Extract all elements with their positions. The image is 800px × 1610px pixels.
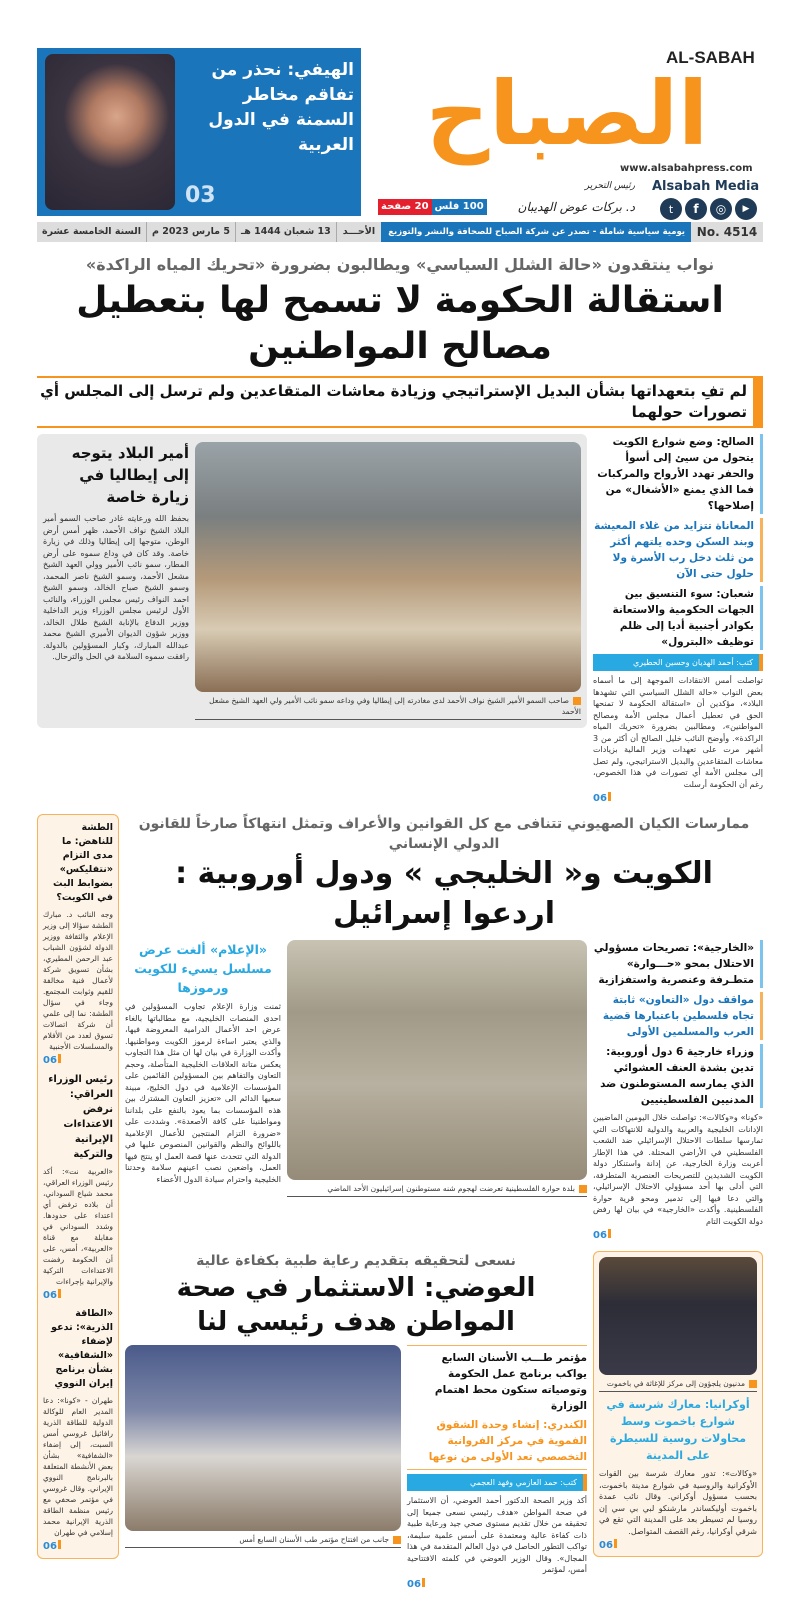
lead-banner: لم تفِ بتعهداتها بشأن البديل الإستراتيجي وزيادة معاشات المتقاعدين ولم ترسل إلى المجلس أي تصورات حولهما <box>37 376 763 428</box>
date-bar <box>37 222 763 242</box>
israel-side-heads: «الخارجية»: تصريحات مسؤولي الاحتلال بمحو «حـــوارة» متطـرفة وعنصرية واستفزازية مواقف دول «التعاون» ثابتة تجاه فلسطين باعتبارها قضية العرب والمسلمين الأولى وزراء خارجية 6 دول أوروبية: تدين بشدة العنف العشوائي الذي يمارسه المستوطنون ضد المدنيين الفلسطينيين <box>593 940 763 1108</box>
israel-caption: بلدة حوارة الفلسطينية تعرضت لهجوم شنه مستوطنون إسرائيليون الأحد الماضي <box>287 1180 587 1197</box>
media-column <box>125 940 281 1185</box>
lead-body: تواصلت أمس الانتقادات الموجهة إلى ما أسماه بعض النواب «حالة الشلل السياسي التي تشهدها البلاد»، مؤكدين أن «استقالة الحكومة لا تمنحها الحق في تعطيل أعمال مجلس الأمة ومصالح المواطنين»، ومطالبين بضرورة «تحريك المياه الراكدة». وأوضح النائب خليل الصالح أن أكثر من 3 أشهر مرت على تعهدات وزير المالية بزيادات معاشات المتقاعدين والبديل الاستراتيجي، ولم تصل إلى مجلس الأمة أي تصورات في هذا الخصوص، رغم أن الحكومة أرسلت <box>593 676 763 789</box>
issue-number: No. 4514 <box>696 225 758 239</box>
health-side-heads: مؤتمر طـــب الأسنان السابع يواكب برنامج عمل الحكومة وتوصياته ستكون محط اهتمام الوزارة الكندري: إنشاء وحدة الشقوق الفموية في مركز الفروانية التخصصي تعد الأولى من نوعها <box>407 1345 587 1470</box>
israel-headline[interactable]: الكويت و« الخليجي » ودول أوروبية : اردعوا إسرائيل <box>175 856 713 931</box>
lead-page-ref[interactable]: 06 <box>593 792 763 804</box>
media-body: ثمنت وزارة الإعلام تجاوب المسؤولين في احدى المنصات الخليجية، مع مطالباتها بالغاء عرض احد الأعمال الدرامية المعروضة فيها، والذي يعتبر اساءة لرموز الكويت ومواطنيها. وأكدت الوزارة في بيان لها ان مثل هذا التجاوب يعكس متانة العلاقات الخليجية المتأصلة، وحجم التعاون والتفاهم بين المسؤولين القائمين على المؤسسات الإعلامية في دول الخليج، مبينة سعيها الدائم الى «تعزيز التعاون المشترك بين هذه المؤسسات بما يعود بالنفع على بلداننا ومواطنينا على كافة الأصعدة». وشددت على «ضرورة التزام المنتجين للأعمال الإعلامية باللوائح والنظم والقوانين المنصوص عليها في الدولة التي تتحدث عنها قصة العمل او ينتج فيها العمل، واضعين نصب اعينهم سلامة وحدتنا الخليجية واحترام سيادة الدول الأعضاء <box>125 1002 281 1184</box>
emir-body: بحفظ الله ورعايته غادر صاحب السمو أمير البلاد الشيخ نواف الأحمد، ظهر أمس أرض الوطن، متوجها إلى إيطاليا وذلك في زيارة خاصة. وقد كان في وداع سموه على أرض المطار، سمو نائب الأمير وولي العهد الشيخ مشعل الأحمد، وسمو الشيخ ناصر المحمد، وسمو الشيخ صباح الخالد، وسمو الشيخ احمد النواف رئيس مجلس الوزراء، والنائب الأول لرئيس مجلس الوزراء وزير الداخلية ووزير الدفاع بالإنابة الشيخ طلال الخالد، ووزير شؤون الديوان الأميري الشيخ محمد عبدالله المبارك، وكبار المسؤولين بالدولة. رافقت سموه السلامة في الحل والترحال. <box>43 514 189 661</box>
ukraine-caption: مدنيون يلجؤون إلى مركز للإغاثة في باخموت <box>599 1375 757 1392</box>
brief-item[interactable]: الطشة للناهض: ما مدى التزام «نتفليكس» بضوابط البث في الكويت؟ وجه النائب د. مبارك الطشة سؤالا إلى وزير الإعلام والثقافة ووزير الدولة لشؤون الشباب عبد الرحمن المطيري، بشأن تسويق شركة لأعمال فنية مخالفة للقيم وثوابت المجتمع. وجاء في سؤال الطشة: نما إلى علمي أن شركة اتصالات تسوق لعدد من الأفلام والمسلسلات الأجنبية 06 <box>43 822 113 1066</box>
emir-photo <box>195 442 581 692</box>
briefs-box <box>37 814 119 1559</box>
emir-headline[interactable]: أمير البلاد يتوجه إلى إيطاليا في زيارة خاصة <box>71 444 189 506</box>
gregorian-date: 5 مارس 2023 م <box>147 222 236 242</box>
lead-column <box>593 434 763 804</box>
media-headline[interactable]: «الإعلام» ألغت عرض مسلسل يسيء للكويت ورموزها <box>134 942 272 995</box>
israel-row <box>125 940 763 1241</box>
lead-section <box>37 434 763 804</box>
israel-page-ref[interactable]: 06 <box>593 1229 763 1241</box>
health-photo-column <box>125 1345 401 1548</box>
year: السنة الخامسة عشرة <box>37 222 147 242</box>
website[interactable]: www.alsabahpress.com <box>620 163 753 174</box>
ukraine-page-ref[interactable]: 06 <box>599 1539 757 1551</box>
editor-signature: د. بركات عوض الهديبان <box>517 200 635 214</box>
twitter-icon[interactable]: t <box>660 198 682 220</box>
social-icons <box>660 198 757 220</box>
health-text-column <box>407 1345 587 1590</box>
health-caption: جانب من افتتاح مؤتمر طب الأسنان السابع أمس <box>125 1531 401 1548</box>
ukraine-photo <box>599 1257 757 1375</box>
logo-en: AL-SABAH <box>666 48 755 67</box>
health-byline: كتب: حمد العازمي وفهد العجمي <box>407 1474 587 1491</box>
editor-title: رئيس التحرير <box>584 181 635 191</box>
teaser-box[interactable] <box>37 48 361 216</box>
health-headline[interactable]: العوضي: الاستثمار في صحة المواطن هدف رئيسي لنا <box>176 1273 536 1337</box>
emir-caption: صاحب السمو الأمير الشيخ نواف الأحمد لدى مغادرته إلى إيطاليا وفي وداعه سمو نائب الأمير ولي العهد الشيخ مشعل الأحمد <box>195 692 581 720</box>
israel-photo-column <box>287 940 587 1197</box>
logo-ar: الصباح <box>425 62 709 165</box>
health-body: أكد وزير الصحة الدكتور أحمد العوضي، أن الاستثمار في صحة المواطن «هدف رئيسي نسعى جميعا إلى تحقيقه من خلال تقديم مستوى صحي جيد ورعاية طبية ذات كفاءة عالية ومعتمدة على أسس علمية سليمة، تواكب التطور الحاصل في دول العالم المتقدمة في هذا المجال». وقال الوزير العوضي في كلمته الافتتاحية أمس، لمؤتمر <box>407 1496 587 1574</box>
facebook-icon[interactable]: f <box>685 198 707 220</box>
youtube-icon[interactable]: ▶ <box>735 198 757 220</box>
health-content <box>125 1345 587 1590</box>
lead-byline: كتب: أحمد الهديان وحسين الحطيري <box>593 654 763 671</box>
health-photo <box>125 1345 401 1531</box>
israel-body: «كونا» و«وكالات»: تواصلت خلال اليومين الماضيين الإدانات الخليجية والعربية والدولية للانتهاكات التي تمارسها سلطات الاحتلال الإسرائيلي ضد الشعب الفلسطيني في الأراضي المحتلة. في هذا الإطار أعربت وزارة الخارجية، عن إدانة واستنكار دولة الكويت الشديدين للتصريحات العنصرية المتطرفة، التي أدلى بها أحد مسؤولي الاحتلال الإسرائيلي، والتي دعا فيها إلى تدمير ومحو قرية حوارة الفلسطينية. وأكدت «الخارجية» في بيان لها رفض دولة الكويت التام <box>593 1113 763 1226</box>
teaser-headline: الهيفي: نحذر من تفاقم مخاطر السمنة في الدول العربية <box>208 60 354 155</box>
health-page-ref[interactable]: 06 <box>407 1578 587 1590</box>
ukraine-headline[interactable]: أوكرانيا: معارك شرسة في شوارع باخموت وسط محاولات روسية للسيطرة على المدينة <box>606 1398 750 1462</box>
hijri-date: 13 شعبان 1444 هـ <box>236 222 337 242</box>
israel-kicker: ممارسات الكيان الصهيوني تتنافى مع كل القوانين والأعراف وتمثل انتهاكاً صارخاً للقانون الدولي الإنساني <box>138 816 750 852</box>
emir-photo-column <box>195 442 581 720</box>
teaser-page: 03 <box>185 183 216 208</box>
price-badge: 100 فلس 20 صفحة <box>378 199 487 215</box>
lower-main <box>125 814 763 1590</box>
ukraine-body: «وكالات»: تدور معارك شرسة بين القوات الأوكرانية والروسية في شوارع مدينة باخموت، بحسب مسؤول أوكراني. وقال نائب عمدة باخموت أوليكساندر مارشنكو لبي بي سي إن روسيا لم تسيطر بعد على المدينة التي تقع في شرقي أوكرانيا، رغم القصف المتواصل. <box>599 1469 757 1536</box>
day: الأحـــد <box>342 226 376 237</box>
health-kicker: نسعى لتحقيقه بتقديم رعاية طبية بكفاءة عالية <box>196 1253 516 1269</box>
ukraine-box <box>593 1251 763 1557</box>
emir-text-column <box>43 442 189 663</box>
lead-headline[interactable]: استقالة الحكومة لا تسمح لها بتعطيل مصالح المواطنين <box>76 280 724 367</box>
teaser-photo <box>45 54 175 210</box>
emir-box <box>37 434 587 728</box>
media-name: Alsabah Media <box>652 179 760 194</box>
lead-side-heads: الصالح: وضع شوارع الكويت يتحول من سيئ إلى أسوأ والحفر تهدد الأرواح والمركبات فما الذي يمنع «الأشغال» من إصلاحها؟ المعاناة تتزايد من غلاء المعيشة وبند السكن وحده يلتهم أكثر من ثلث دخل رب الأسرة ولا حلول حتى الآن شعبان: سوء التنسيق بين الجهات الحكومية والاستعانة بكوادر أجنبية أديا إلى ظلم توظيف «البترول» <box>593 434 763 650</box>
brief-item[interactable]: رئيس الوزراء العراقي: نرفض الاعتداءات الإيرانية والتركية «العربية نت»: أكد رئيس الوزراء العراقي، محمد شياع السوداني، أن بلاده ترفض أي اعتداء على حدودها. وشدد السوداني في مقابلة مع قناة «العربية»، أمس، على أن الحكومة رفضت الاعتداءات التركية والإيرانية بإجراءات 06 <box>43 1074 113 1301</box>
health-row <box>125 1251 763 1590</box>
instagram-icon[interactable]: ◎ <box>710 198 732 220</box>
tagline: يومية سياسية شاملة - تصدر عن شركة الصباح للصحافة والنشر والتوزيع <box>381 222 691 242</box>
lead-kicker: نواب ينتقدون «حالة الشلل السياسي» ويطالبون بضرورة «تحريك المياه الراكدة» <box>85 255 715 274</box>
masthead <box>0 0 800 250</box>
israel-column <box>593 940 763 1241</box>
lower-section <box>37 814 763 1590</box>
health-story <box>125 1251 587 1590</box>
israel-photo <box>287 940 587 1180</box>
brief-item[interactable]: «الطاقة الذرية»: تدعو لإضفاء «الشفافية» بشأن برنامج إيران النووي طهران - «كونا»: دعا المدير العام للوكالة الدولية للطاقة الذرية رافائيل غروسي أمس السبت، إلى إضفاء «الشفافية» بشأن بعض الأنشطة المتعلقة بالبرنامج النووي الإيراني. وقال غروسي في مؤتمر صحفي مع رئيس منظمة الطاقة الذرية الإيرانية محمد إسلامي في طهران 06 <box>43 1308 113 1552</box>
